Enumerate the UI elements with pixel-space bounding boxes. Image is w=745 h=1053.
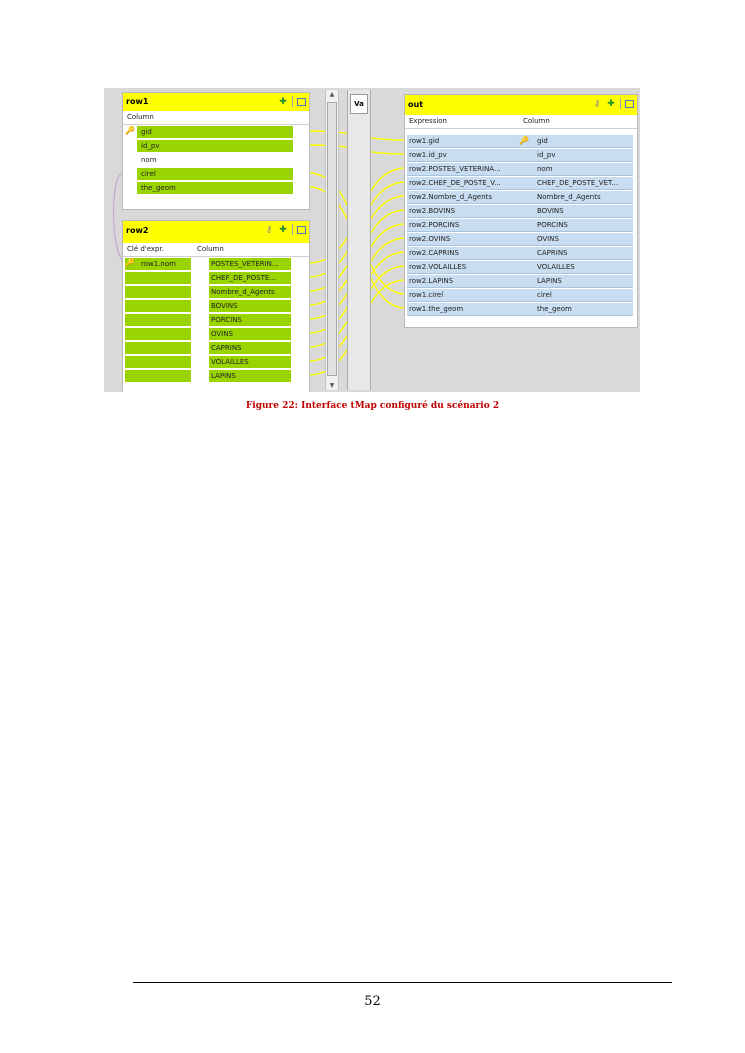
row2-title: row2 <box>126 226 149 235</box>
window-icon[interactable] <box>297 98 306 106</box>
column-cell[interactable]: VOLAILLES <box>537 263 575 271</box>
table-row[interactable] <box>407 191 633 204</box>
key-toggle-icon[interactable]: ⚷ <box>593 98 601 109</box>
column-cell[interactable]: LAPINS <box>537 277 562 285</box>
table-row[interactable]: the_geom <box>137 182 293 194</box>
table-row[interactable] <box>407 261 633 274</box>
table-row[interactable] <box>407 275 633 288</box>
out-title: out <box>408 100 424 109</box>
key-expression-cell[interactable] <box>125 286 191 298</box>
figure-caption: Figure 22: Interface tMap configuré du scénario 2 <box>245 401 500 411</box>
expression-cell[interactable]: row1.cirel <box>409 291 444 299</box>
add-icon[interactable]: ✚ <box>279 96 287 107</box>
column-cell[interactable]: nom <box>537 165 553 173</box>
row1-title: row1 <box>126 97 149 106</box>
expression-cell[interactable]: row2.POSTES_VETERINA... <box>409 165 501 173</box>
key-icon: 🔑 <box>519 136 529 145</box>
key-expression-value[interactable]: row1.nom <box>141 260 176 268</box>
input-scrollbar[interactable] <box>325 90 339 390</box>
column-cell[interactable]: the_geom <box>537 305 572 313</box>
expression-cell[interactable]: row2.Nombre_d_Agents <box>409 193 493 201</box>
out-panel <box>404 94 638 328</box>
scroll-thumb[interactable] <box>327 102 337 376</box>
table-row[interactable]: cirel <box>137 168 293 180</box>
row1-column-header: Column <box>123 111 309 125</box>
row2-col-header: Column <box>197 245 224 253</box>
expression-cell[interactable]: row2.CHEF_DE_POSTE_V... <box>409 179 501 187</box>
table-row[interactable] <box>407 289 633 302</box>
key-expression-cell[interactable] <box>125 342 191 354</box>
toolbar-separator <box>620 98 621 109</box>
expression-cell[interactable]: row2.PORCINS <box>409 221 460 229</box>
expression-cell[interactable]: row2.LAPINS <box>409 277 454 285</box>
table-row[interactable]: LAPINS <box>209 370 291 382</box>
column-cell[interactable]: BOVINS <box>537 207 564 215</box>
row2-key-header: Clé d'expr. <box>127 245 164 253</box>
out-expr-header: Expression <box>409 117 447 125</box>
column-cell[interactable]: id_pv <box>537 151 556 159</box>
table-row[interactable]: id_pv <box>137 140 293 152</box>
column-cell[interactable]: CAPRINS <box>537 249 568 257</box>
key-icon: 🔑 <box>125 258 135 267</box>
expression-cell[interactable]: row2.VOLAILLES <box>409 263 467 271</box>
scroll-up-arrow[interactable]: ▲ <box>329 91 335 98</box>
row2-column-header <box>123 243 309 257</box>
table-row[interactable] <box>407 247 633 260</box>
key-toggle-icon[interactable]: ⚷ <box>265 224 273 235</box>
table-row[interactable] <box>407 149 633 162</box>
scroll-down-arrow[interactable]: ▼ <box>329 382 335 389</box>
column-cell[interactable]: OVINS <box>537 235 559 243</box>
table-row[interactable] <box>407 219 633 232</box>
expression-cell[interactable]: row2.BOVINS <box>409 207 456 215</box>
table-row[interactable] <box>407 233 633 246</box>
expression-cell[interactable]: row1.the_geom <box>409 305 464 313</box>
table-row[interactable] <box>407 163 633 176</box>
out-col-header: Column <box>523 117 550 125</box>
row2-panel <box>122 220 310 392</box>
expression-cell[interactable]: row1.gid <box>409 137 440 145</box>
expression-cell[interactable]: row2.OVINS <box>409 235 451 243</box>
row1-panel <box>122 92 310 210</box>
table-row[interactable]: nom <box>141 156 157 164</box>
footer-rule <box>133 982 672 983</box>
key-expression-cell[interactable] <box>125 314 191 326</box>
page-number: 52 <box>364 994 381 1009</box>
table-row[interactable]: Nombre_d_Agents <box>209 286 291 298</box>
column-cell[interactable]: cirel <box>537 291 552 299</box>
toolbar-separator <box>292 224 293 235</box>
key-expression-cell[interactable] <box>125 272 191 284</box>
toolbar-separator <box>292 96 293 107</box>
window-icon[interactable] <box>297 226 306 234</box>
table-row[interactable]: gid <box>137 126 293 138</box>
key-expression-cell[interactable] <box>125 328 191 340</box>
table-row[interactable] <box>407 177 633 190</box>
expression-cell[interactable]: row1.id_pv <box>409 151 447 159</box>
table-row[interactable] <box>407 205 633 218</box>
var-panel-title[interactable]: Va <box>350 94 368 114</box>
column-cell[interactable]: CHEF_DE_POSTE_VET... <box>537 179 619 187</box>
window-icon[interactable] <box>625 100 634 108</box>
table-row[interactable]: CHEF_DE_POSTE... <box>209 272 291 284</box>
key-expression-cell[interactable] <box>125 370 191 382</box>
table-row[interactable]: BOVINS <box>209 300 291 312</box>
column-cell[interactable]: PORCINS <box>537 221 568 229</box>
key-expression-cell[interactable] <box>125 300 191 312</box>
tmap-screenshot <box>104 88 640 392</box>
table-row[interactable]: VOLAILLES <box>209 356 291 368</box>
add-icon[interactable]: ✚ <box>279 224 287 235</box>
add-icon[interactable]: ✚ <box>607 98 615 109</box>
column-cell[interactable]: Nombre_d_Agents <box>537 193 601 201</box>
table-row[interactable]: CAPRINS <box>209 342 291 354</box>
key-expression-cell[interactable] <box>125 356 191 368</box>
column-cell[interactable]: gid <box>537 137 548 145</box>
var-panel <box>347 90 371 390</box>
table-row[interactable]: POSTES_VETERIN... <box>209 258 291 270</box>
out-column-header <box>405 115 637 129</box>
key-icon: 🔑 <box>125 126 135 135</box>
table-row[interactable]: OVINS <box>209 328 291 340</box>
row1-title-bar <box>123 93 309 111</box>
expression-cell[interactable]: row2.CAPRINS <box>409 249 459 257</box>
table-row[interactable] <box>407 303 633 316</box>
table-row[interactable]: PORCINS <box>209 314 291 326</box>
out-title-bar <box>405 95 637 115</box>
row2-title-bar <box>123 221 309 243</box>
